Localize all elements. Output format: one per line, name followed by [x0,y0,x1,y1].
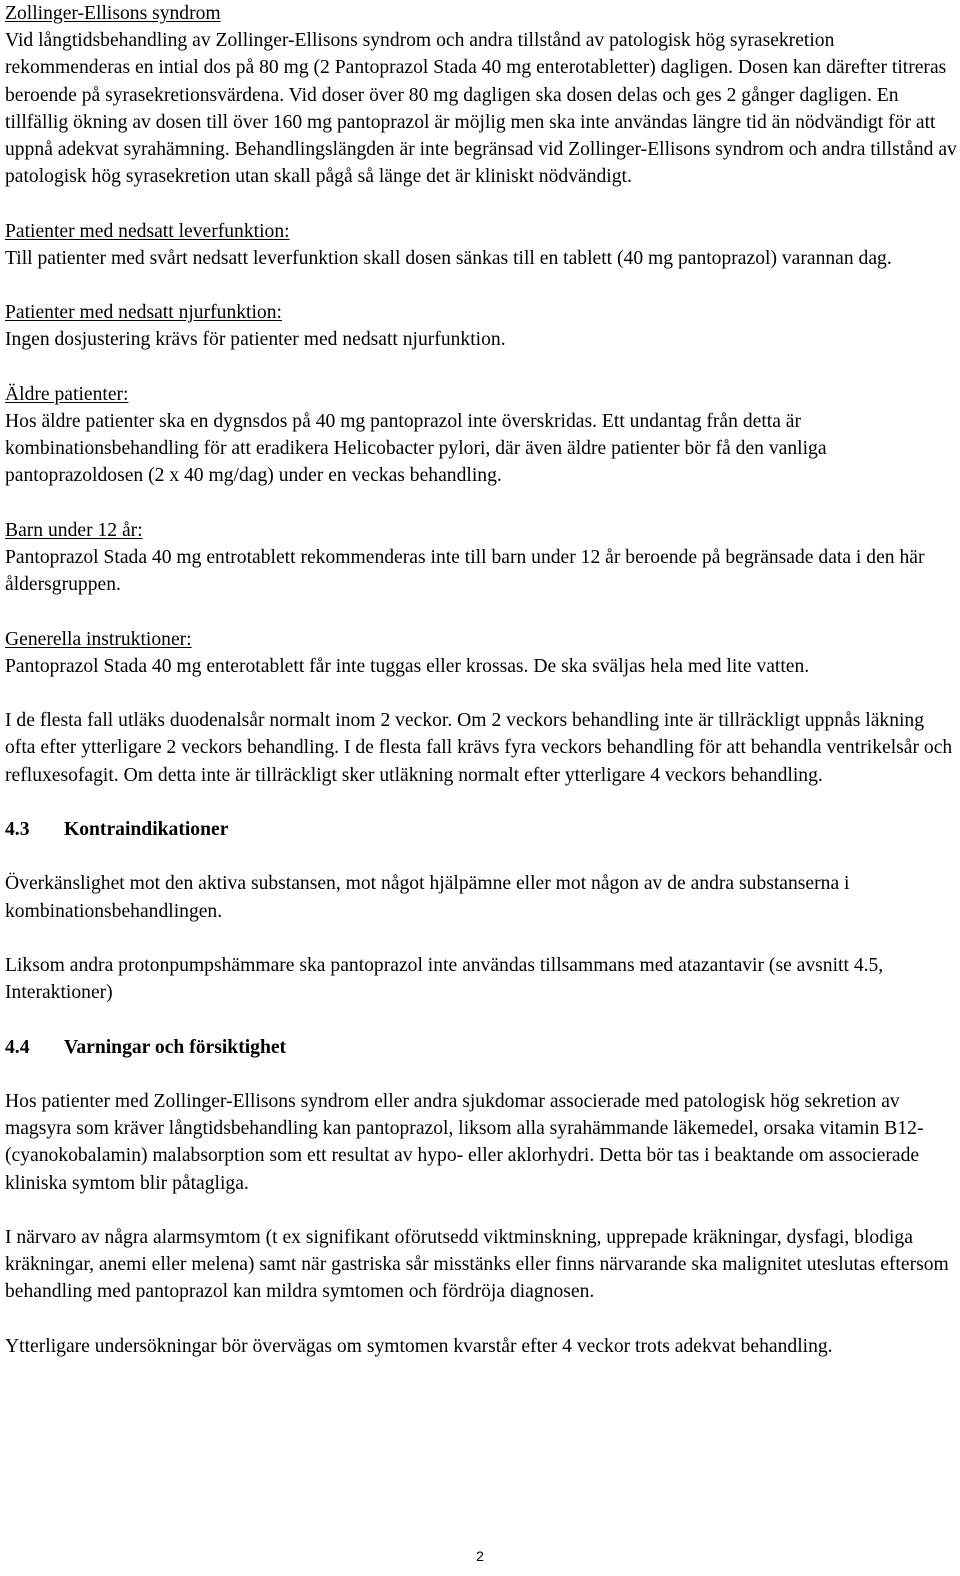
elderly-heading: Äldre patienter: [5,383,129,405]
section-4-4-heading: 4.4 Varningar och försiktighet [5,1036,287,1058]
children-text: Pantoprazol Stada 40 mg entrotablett rekommenderas inte till barn under 12 år beroende på begränsade data i den här åldersgruppen. [5,547,925,596]
healing-text: I de flesta fall utläks duodenalsår normalt inom 2 veckor. Om 2 veckors behandling inte är tillräckligt uppnås läkning ofta efter ytterligare 2 veckors behandling. I de flesta fall krävs fyra veckors behandling för att behandla ventrikelsår och refluxesofagit. Om detta inte är tillräckligt sker utläkning normalt efter ytterligare 4 veckors behandling. [5,710,953,786]
section-4-4 [5,1034,957,1360]
kidney-section [5,299,957,353]
liver-section [5,218,957,272]
contraindication-paragraph-2: Liksom andra protonpumpshämmare ska pantoprazol inte användas tillsammans med atazantavir (se avsnitt 4.5, Interaktioner) [5,954,884,1004]
children-heading: Barn under 12 år: [5,519,143,541]
warning-paragraph-2: I närvaro av några alarmsymtom (t ex signifikant oförutsedd viktminskning, upprepade kräkningar, dysfagi, blodiga kräkningar, anemi eller melena) samt när gastriska sår misstänks eller finns närvarande ska malignitet uteslutas eftersom behandling med pantoprazol kan mildra symtomen och fördröja diagnosen. [5,1226,949,1303]
general-text: Pantoprazol Stada 40 mg enterotablett får inte tuggas eller krossas. De ska sväljas hela med lite vatten. [5,655,810,677]
elderly-text: Hos äldre patienter ska en dygnsdos på 40 mg pantoprazol inte överskridas. Ett undantag från detta är kombinationsbehandling för att eradikera Helicobacter pylori, där även äldre patienter bör få den vanliga pantoprazoldosen (2 x 40 mg/dag) under en veckas behandling. [5,411,827,487]
contraindication-paragraph-1: Överkänslighet mot den aktiva substansen, mot något hjälpämne eller mot någon av de andra substanserna i kombinationsbehandlingen. [5,873,850,922]
liver-heading: Patienter med nedsatt leverfunktion: [5,220,290,242]
kidney-heading: Patienter med nedsatt njurfunktion: [5,302,282,324]
kidney-text: Ingen dosjustering krävs för patienter med nedsatt njurfunktion. [5,329,506,351]
elderly-section [5,381,957,490]
warning-paragraph-3: Ytterligare undersökningar bör övervägas om symtomen kvarstår efter 4 veckor trots adekvat behandling. [5,1335,833,1357]
warning-paragraph-1: Hos patienter med Zollinger-Ellisons syndrom eller andra sjukdomar associerade med patologisk hög sekretion av magsyra som kräver långtidsbehandling kan pantoprazol, liksom alla syrahämmande läkemedel, orsaka vitamin B12-(cyanokobalamin) malabsorption som ett resultat av hypo- eller aklorhydri. Detta bör tas i beaktande om associerade kliniska symtom blir påtagliga. [5,1090,924,1194]
general-heading: Generella instruktioner: [5,628,192,650]
zollinger-heading: Zollinger-Ellisons syndrom [5,3,221,24]
zollinger-text: Vid långtidsbehandling av Zollinger-Ellisons syndrom och andra tillstånd av patologisk hög syrasekretion rekommenderas en intial dos på 80 mg (2 Pantoprazol Stada 40 mg enterotabletter) dagligen. Dosen kan därefter titreras beroende på syrasekretionsvärdena. Vid doser över 80 mg dagligen ska dosen delas och ges 2 gånger dagligen. En tillfällig ökning av dosen till över 160 mg pantoprazol är möjlig men ska inte användas längre tid än nödvändigt för att uppnå adekvat syrahämning. Behandlingslängden är inte begränsad vid Zollinger-Ellisons syndrom och andra tillstånd av patologisk hög syrasekretion utan skall pågå så länge det är kliniskt nödvändigt. [5,30,957,188]
zollinger-section [5,0,957,190]
section-4-3 [5,816,957,1006]
section-4-3-heading: 4.3 Kontraindikationer [5,818,229,840]
general-section [5,626,957,680]
document-page [5,0,957,1360]
children-section [5,517,957,599]
page-number: 2 [476,1548,484,1564]
liver-text: Till patienter med svårt nedsatt leverfunktion skall dosen sänkas till en tablett (40 mg pantoprazol) varannan dag. [5,247,892,269]
